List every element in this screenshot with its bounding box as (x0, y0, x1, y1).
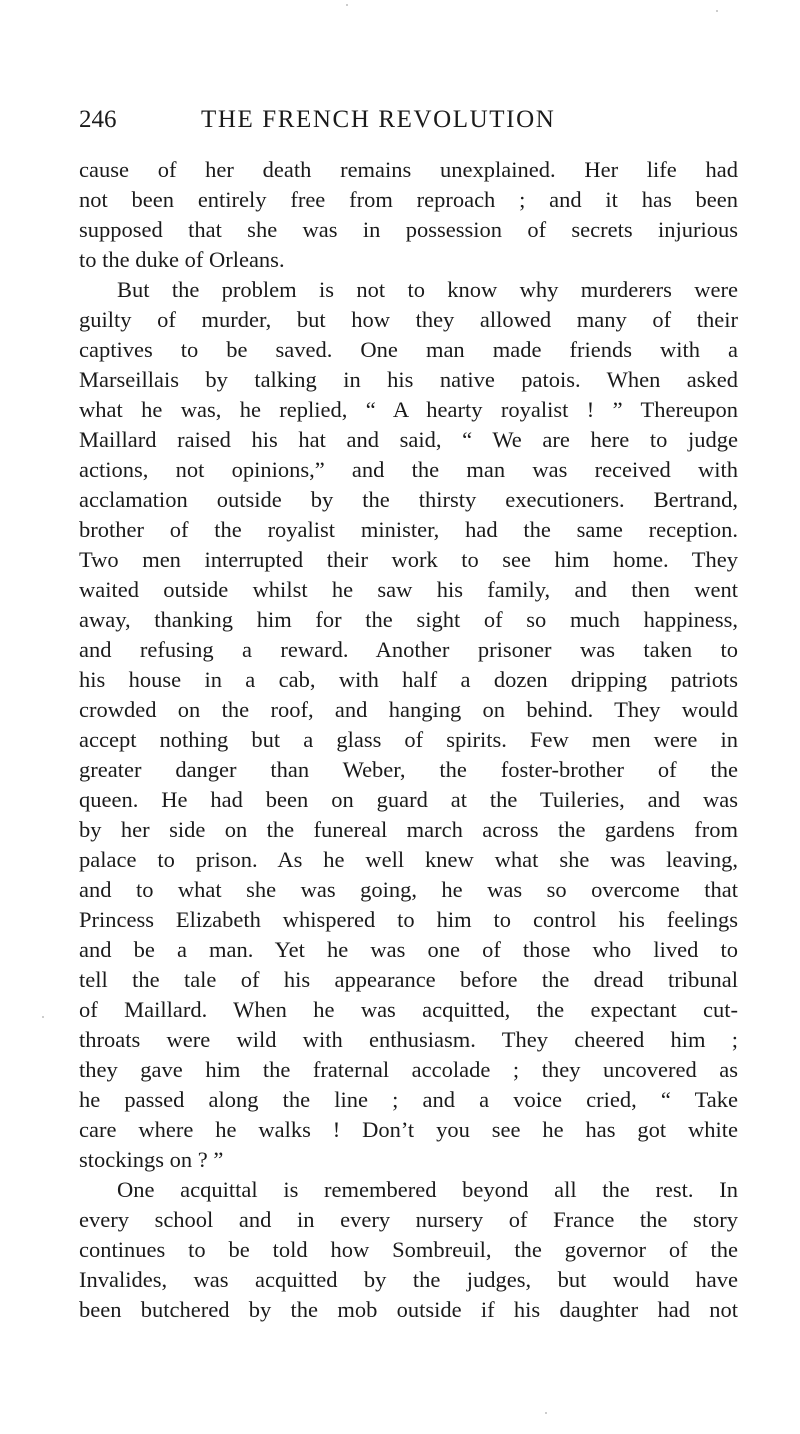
text-line: away, thanking him for the sight of so much happiness, (79, 607, 738, 632)
text-line: been butchered by the mob outside if his daughter had not (79, 1297, 738, 1322)
text-line: queen. He had been on guard at the Tuileries, and was (79, 787, 738, 812)
text-line: actions, not opinions,” and the man was received with (79, 457, 738, 482)
text-line: greater danger than Weber, the foster-brother of the (79, 757, 738, 782)
text-line: accept nothing but a glass of spirits. Few men were in (79, 727, 738, 752)
text-line: he passed along the line ; and a voice cried, “ Take (79, 1087, 738, 1112)
paper-speck (42, 1016, 44, 1018)
text-line: his house in a cab, with half a dozen dripping patriots (79, 667, 738, 692)
text-line: guilty of murder, but how they allowed many of their (79, 307, 738, 332)
text-line: and be a man. Yet he was one of those who lived to (79, 937, 738, 962)
text-line: not been entirely free from reproach ; and it has been (79, 187, 738, 212)
text-line: palace to prison. As he well knew what she was leaving, (79, 847, 738, 872)
text-line: continues to be told how Sombreuil, the governor of the (79, 1237, 738, 1262)
text-line: they gave him the fraternal accolade ; they uncovered as (79, 1057, 738, 1082)
running-head (79, 102, 739, 138)
text-line: Marseillais by talking in his native patois. When asked (79, 367, 738, 392)
text-line: and to what she was going, he was so overcome that (79, 877, 738, 902)
text-line: One acquittal is remembered beyond all the rest. In (117, 1177, 738, 1202)
text-line: brother of the royalist minister, had the same reception. (79, 517, 738, 542)
text-line: and refusing a reward. Another prisoner was taken to (79, 637, 738, 662)
text-line: cause of her death remains unexplained. Her life had (79, 157, 738, 182)
paper-speck (346, 4, 348, 6)
page-number: 246 (79, 106, 117, 133)
text-line: But the problem is not to know why murderers were (117, 277, 738, 302)
text-line: care where he walks ! Don’t you see he has got white (79, 1117, 738, 1142)
body-text (79, 155, 738, 1325)
text-line: tell the tale of his appearance before the dread tribunal (79, 967, 738, 992)
paper-speck (545, 1412, 547, 1414)
text-line: acclamation outside by the thirsty executioners. Bertrand, (79, 487, 738, 512)
text-line: waited outside whilst he saw his family, and then went (79, 577, 738, 602)
text-line: crowded on the roof, and hanging on behind. They would (79, 697, 738, 722)
paper-speck (716, 10, 718, 12)
text-line: of Maillard. When he was acquitted, the expectant cut- (79, 997, 738, 1022)
text-line: to the duke of Orleans. (79, 247, 285, 272)
text-line: by her side on the funereal march across the gardens from (79, 817, 738, 842)
text-line: Princess Elizabeth whispered to him to control his feelings (79, 907, 738, 932)
text-line: what he was, he replied, “ A hearty royalist ! ” Thereupon (79, 397, 738, 422)
text-line: captives to be saved. One man made friends with a (79, 337, 738, 362)
text-line: Maillard raised his hat and said, “ We are here to judge (79, 427, 738, 452)
text-line: Invalides, was acquitted by the judges, but would have (79, 1267, 738, 1292)
text-line: supposed that she was in possession of secrets injurious (79, 217, 738, 242)
text-line: Two men interrupted their work to see him home. They (79, 547, 738, 572)
text-line: throats were wild with enthusiasm. They cheered him ; (79, 1027, 738, 1052)
text-line: every school and in every nursery of France the story (79, 1207, 738, 1232)
text-line: stockings on ? ” (79, 1147, 224, 1172)
running-title: THE FRENCH REVOLUTION (201, 106, 556, 133)
